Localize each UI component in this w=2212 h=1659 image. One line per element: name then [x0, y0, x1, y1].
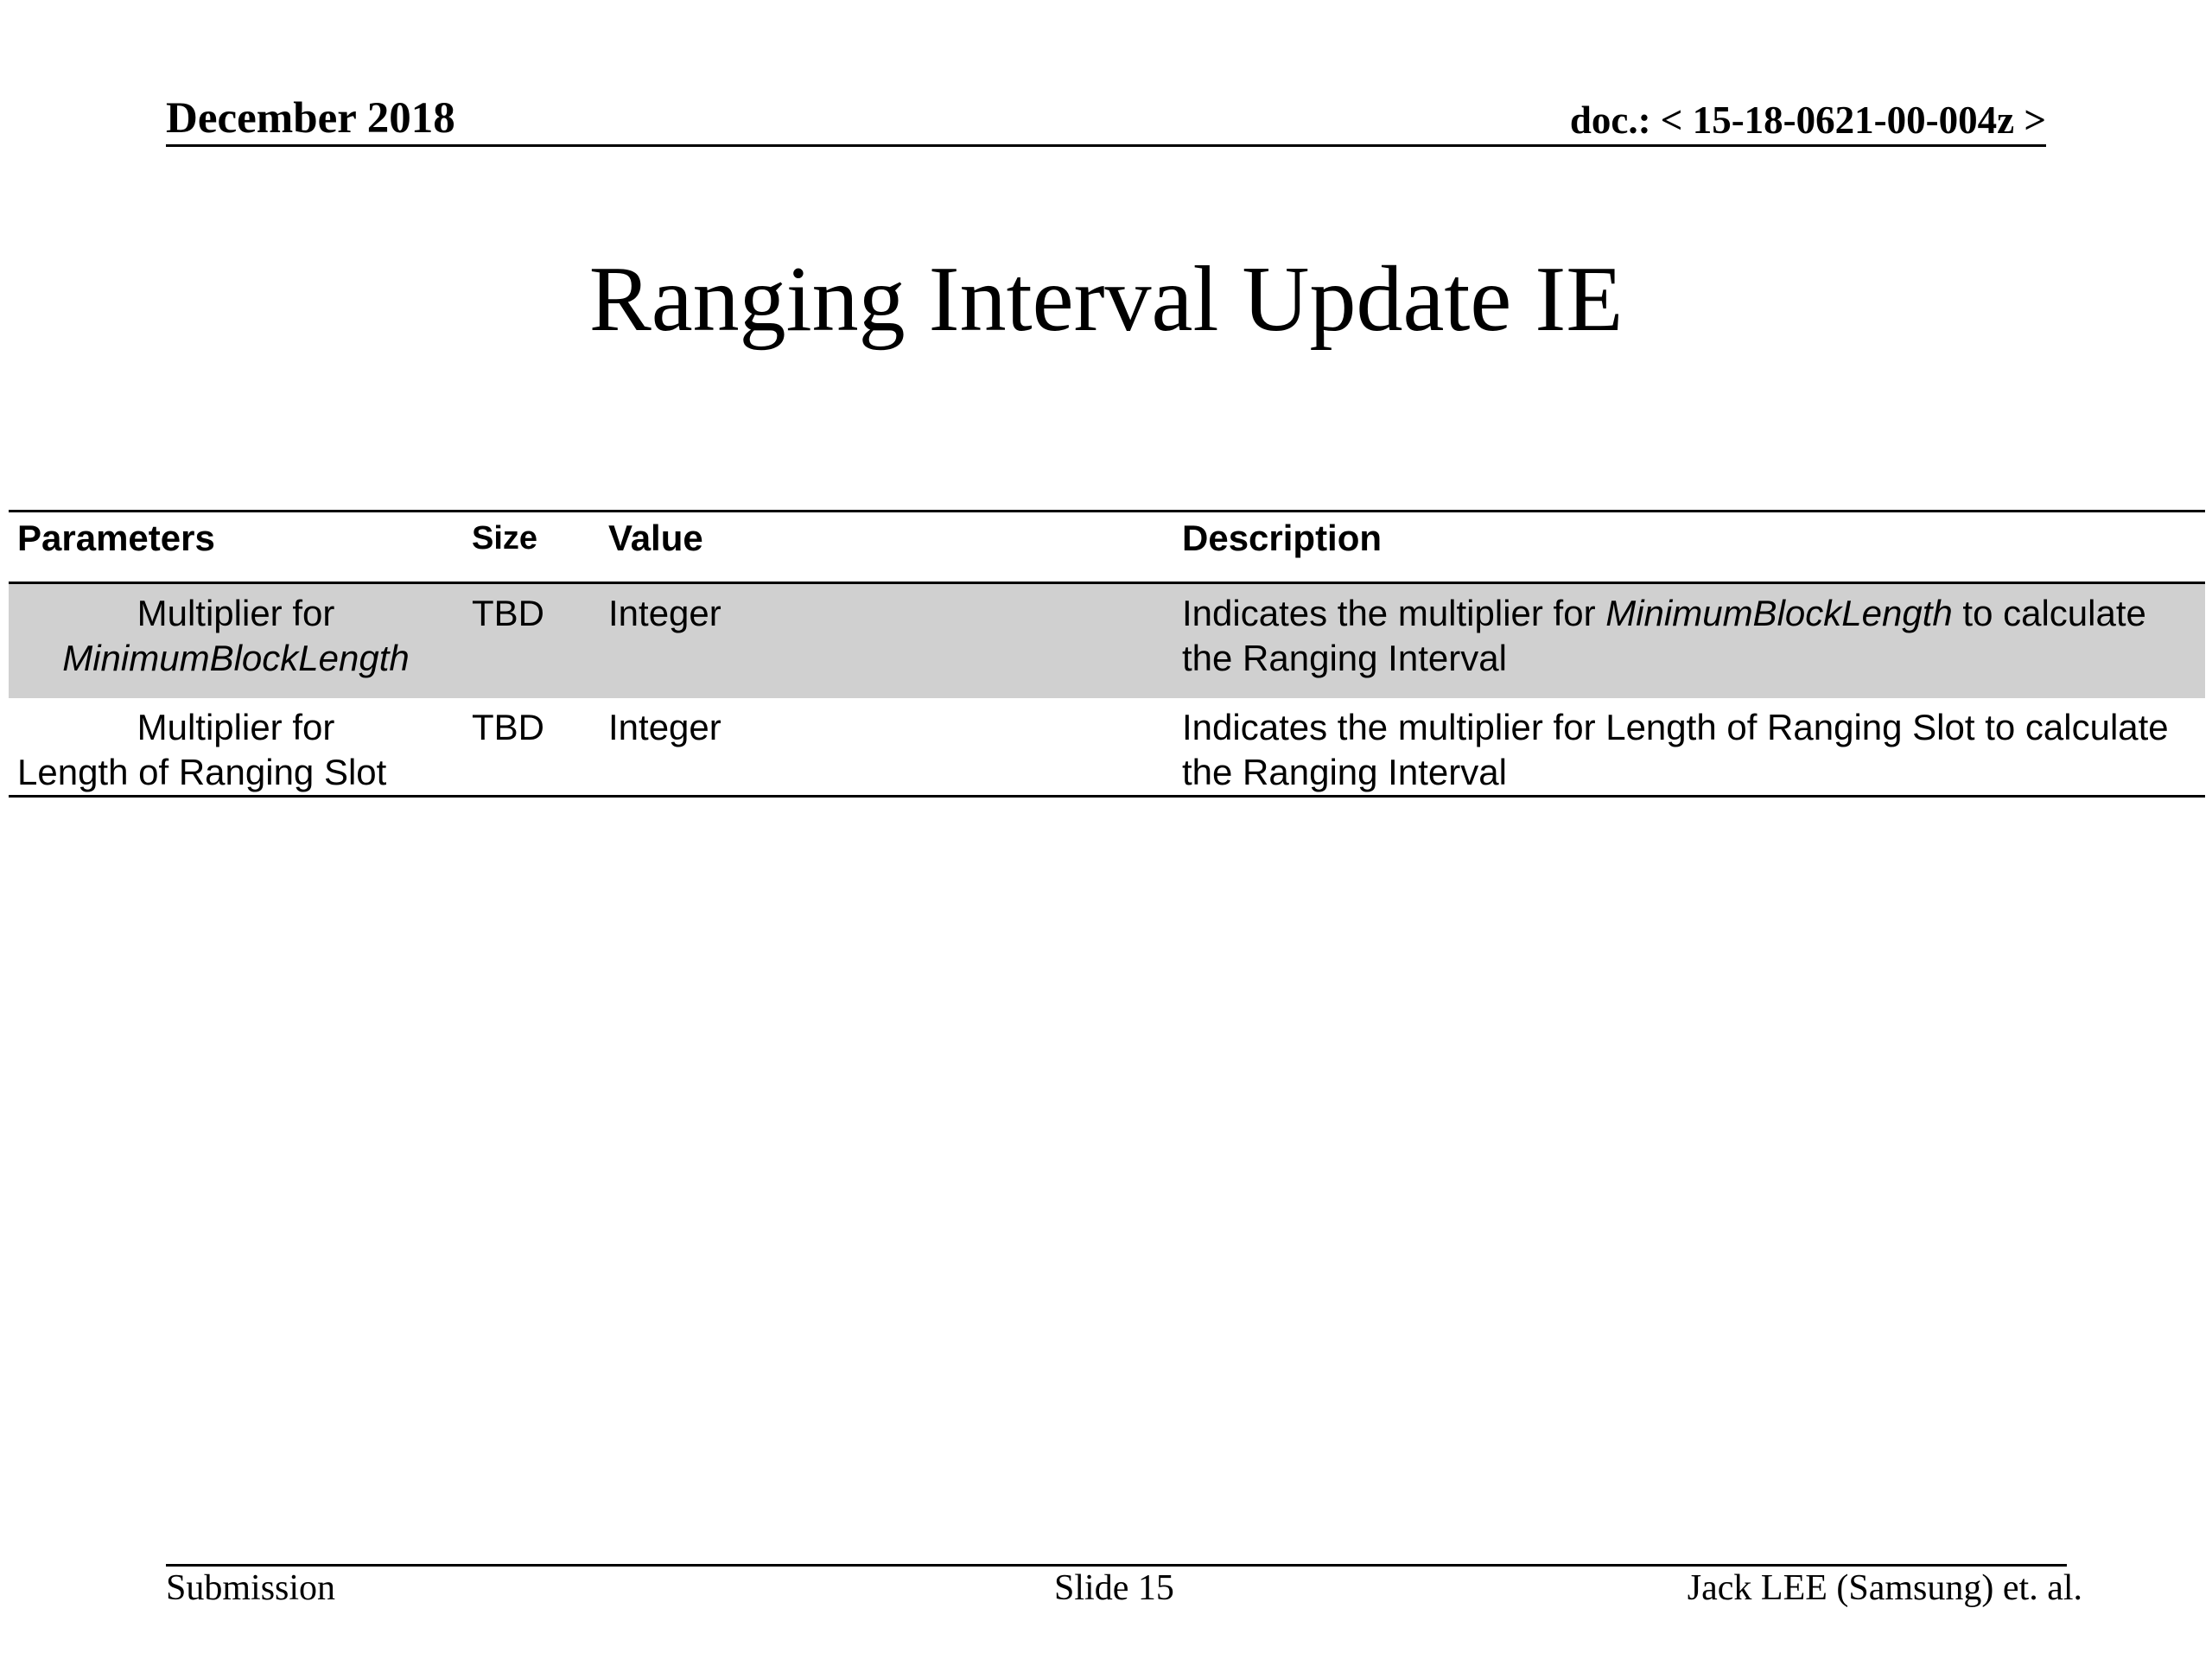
column-header-value: Value: [600, 512, 1173, 583]
header-date: December 2018: [166, 94, 455, 143]
column-header-parameters: Parameters: [9, 512, 463, 583]
footer-submission: Submission: [166, 1568, 336, 1608]
table-row: [9, 698, 2205, 797]
size-cell: TBD: [463, 698, 600, 797]
description-cell: [1173, 583, 2205, 699]
table-row: [9, 583, 2205, 699]
parameter-name-line1: Multiplier for: [137, 707, 335, 747]
parameter-name-line2: MinimumBlockLength: [62, 638, 410, 678]
parameter-cell: [9, 583, 463, 699]
description-cell: [1173, 698, 2205, 797]
document-id: doc.: < 15-18-0621-00-004z >: [1569, 99, 2046, 142]
description-text: Indicates the multiplier for: [1182, 593, 1606, 633]
footer-author: Jack LEE (Samsung) et. al.: [1687, 1568, 2082, 1608]
slide-number: Slide 15: [1054, 1568, 1174, 1608]
parameter-name-line2: Length of Ranging Slot: [17, 752, 387, 792]
parameter-name-line1: Multiplier for: [137, 593, 335, 633]
footer-divider: [166, 1564, 2067, 1567]
value-cell: Integer: [600, 698, 1173, 797]
table-header-row: [9, 512, 2205, 583]
value-cell: Integer: [600, 583, 1173, 699]
parameter-cell: [9, 698, 463, 797]
description-text-end: to calculate the Ranging Interval: [1182, 593, 2146, 678]
size-cell: TBD: [463, 583, 600, 699]
description-text: Indicates the multiplier for Length of Ranging Slot to calculate the Ranging Interval: [1182, 707, 2169, 792]
column-header-size: Size: [463, 512, 600, 583]
column-header-description: Description: [1173, 512, 2205, 583]
description-italic-term: MinimumBlockLength: [1605, 593, 1953, 633]
ie-parameter-table: [9, 510, 2205, 798]
header-divider: [166, 144, 2046, 147]
slide-title: Ranging Interval Update IE: [588, 248, 1624, 351]
